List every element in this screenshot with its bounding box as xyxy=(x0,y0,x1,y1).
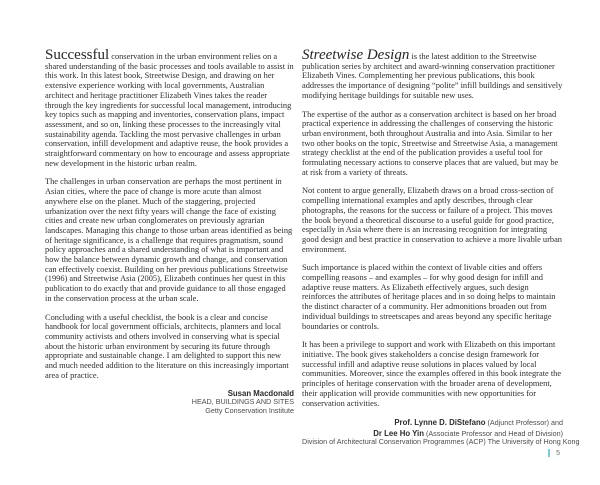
lead-word: Successful xyxy=(45,47,110,63)
paragraph: Concluding with a useful checklist, the book is a clear and concise handbook for local government officials, architects, planners and local community activists and others involved in conserving what is special about the historic urban environment by securing its future through appropriate and sustainable change. I am delighted to support this new and much needed addition to the literature on this increasingly important area of practice. xyxy=(45,312,289,380)
paragraph: The expertise of the author as a conservation architect is based on her broad practical experience in addressing the challenges of conserving the historic urban environment, both throughout Australia and into Asia. Similar to her two other books on the topic, Streetwise and Streetwise Asia, a management strategy checklist at the end of the publication provides a useful tool for formulating necessary actions to conserve places that are valued, but may be at risk from a variety of threats. xyxy=(302,109,559,177)
signatory-title: HEAD, BUILDINGS AND SITES xyxy=(191,397,294,407)
page-number-divider xyxy=(548,449,550,457)
signatory-organization: Division of Architectural Conservation Programmes (ACP) The University of Hong Kong xyxy=(302,437,580,447)
paragraph xyxy=(45,47,294,168)
paragraph: Not content to argue generally, Elizabeth draws on a broad cross-section of compelling international examples and aptly describes, through clear photographs, the reasons for the success or failure of a project. This moves the book beyond a theoretical discourse to a useful guide for good practice, especially in Asia where there is an increasing recognition for integrating good design and best practice in conservation to achieve a more livable urban environment. xyxy=(302,186,562,254)
paragraph: Such importance is placed within the context of livable cities and offers compelling reasons – and examples – for why good design for infill and adaptive reuse matters. As Elizabeth effectively argues, such design reinforces the attributes of heritage places and in so doing helps to maintain the distinct character of a community. Her admonitions broaden out from individual buildings to streetscapes and areas beyond any specific heritage boundaries or controls. xyxy=(302,263,556,331)
signatory-name: Dr Lee Ho Yin xyxy=(373,428,424,438)
signatory-role: (Adjunct Professor) and xyxy=(485,418,563,428)
signature-block-left xyxy=(45,390,294,416)
signatory-line xyxy=(302,417,563,428)
paragraph-text: is the latest addition to the Streetwise publication series by architect and award-winning conservation practitioner Elizabeth Vines. Complementing her previous publications, this book addresses the importance of designing “polite” infill buildings and sensitively modifying heritage buildings for suitable new uses. xyxy=(302,52,563,100)
right-column xyxy=(302,47,580,447)
signatory-organization: Getty Conservation Institute xyxy=(205,405,294,415)
signature-block-right xyxy=(302,417,580,447)
page-number: 5 xyxy=(556,449,560,457)
page-footer xyxy=(548,449,560,457)
lead-word: Streetwise Design xyxy=(302,47,410,63)
left-column xyxy=(45,47,294,415)
signatory-role: (Associate Professor and Head of Division) xyxy=(423,428,563,438)
signatory-name: Susan Macdonald xyxy=(227,388,294,398)
signatory-name: Prof. Lynne D. DiStefano xyxy=(394,418,486,428)
paragraph: The challenges in urban conservation are perhaps the most pertinent in Asian cities, where the pace of change is more acute than almost anywhere else on the planet. Much of the staggering, projected urbanization over the next fifty years will change the face of existing cities and create new urban conglomerates on previously agrarian landscapes. Managing this change to those urban areas identified as being of heritage significance, is a challenge that requires pragmatism, sound policy approaches and a shared understanding of what is important and how the balance between dynamic growth and change, and conservation can effectively coexist. Building on her previous publications Streetwise (1996) and Streetwise Asia (2005), Elizabeth continues her quest in this publication to do exactly that and provide guidance to all those engaged in the conservation process at the urban scale. xyxy=(45,177,293,303)
paragraph: It has been a privilege to support and work with Elizabeth on this important initiative. The book gives stakeholders a concise design framework for successful infill and adaptive reuse solutions in places valued by local communities. Moreover, since the examples offered in this book integrate the principles of heritage conservation with the broader arena of development, their application will provide communities with new opportunities for conservation activities. xyxy=(302,340,562,408)
paragraph xyxy=(302,47,563,101)
paragraph-text: conservation in the urban environment relies on a shared understanding of the basic processes and tools available to assist in this work. In this latest book, Streetwise Design, and drawing on her extensive experience working with local governments, Australian architect and heritage practitioner Elizabeth Vines takes the reader through the key ingredients for successful local management, introducing key topics such as mapping and inventories, conservation plans, impact assessment, and so on, linking these processes to the increasingly vital sustainability agenda. Tackling the most pervasive challenges in urban conservation, infill development and adaptive reuse, the book provides a straightforward commentary on how to encourage and assess appropriate new development in the historic urban realm. xyxy=(45,52,294,168)
